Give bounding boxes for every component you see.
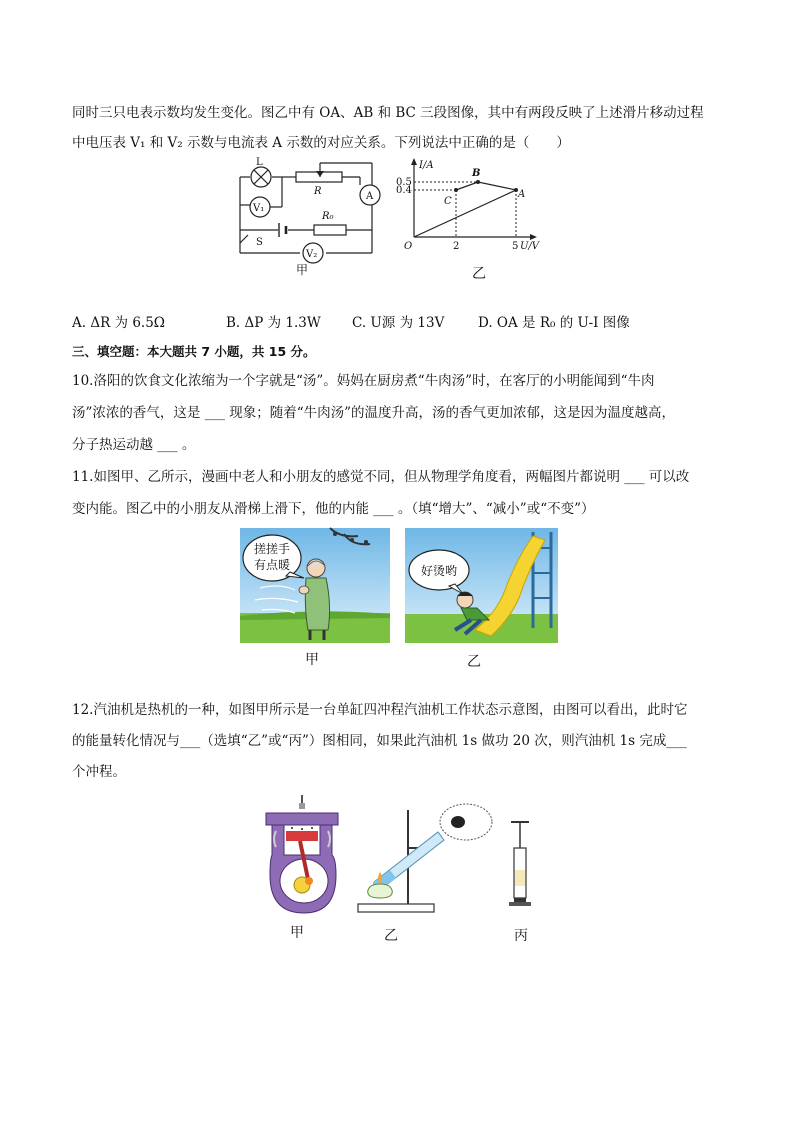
test-tube-apparatus: [354, 800, 496, 918]
cartoon-right-caption: 乙: [467, 654, 481, 670]
graph-origin: O: [404, 241, 413, 252]
option-b: B. ΔP 为 1.3W: [226, 315, 321, 331]
q10-line-2: 汤”浓浓的香气，这是 ___ 现象；随着“牛肉汤”的温度升高，汤的香气更加浓郁，这是因为温度越高，: [72, 405, 676, 421]
cartoon-old-man: [240, 528, 390, 643]
tube-caption: 乙: [384, 928, 398, 944]
q9-line-1: 同时三只电表示数均发生变化。图乙中有 OA、AB 和 BC 三段图像，其中有两段反映了上述滑片移动过程: [72, 105, 704, 121]
graph-caption: 乙: [472, 266, 486, 282]
bubble-left-line-2: 有点暖: [253, 558, 291, 572]
q12-line-1: 12.汽油机是热机的一种，如图甲所示是一台单缸四冲程汽油机工作状态示意图，由图可以看出，此时它: [72, 702, 688, 718]
section-heading: 三、填空题：本大题共 7 小题，共 15 分。: [72, 344, 316, 359]
graph-ylabel: I/A: [419, 160, 434, 171]
label-A-meter: A: [366, 191, 374, 202]
label-V1: V₁: [253, 203, 265, 214]
q12-line-2: 的能量转化情况与___（选填“乙”或“丙”）图相同，如果此汽油机 1s 做功 20 次，则汽油机 1s 完成___: [72, 733, 687, 749]
graph-point-A: A: [518, 189, 526, 200]
q11-line-1: 11.如图甲、乙所示，漫画中老人和小朋友的感觉不同，但从物理学角度看，两幅图片都说明 ___ 可以改: [72, 469, 690, 485]
circuit-diagram: [230, 155, 390, 280]
graph-xtick-5: 5: [512, 241, 519, 252]
graph-ytick-0.5: 0.5: [396, 177, 412, 188]
graph-ytick-0.4: 0.4: [396, 185, 412, 196]
engine-diagram: [262, 795, 346, 917]
label-V2: V₂: [306, 249, 318, 260]
option-a: A. ΔR 为 6.5Ω: [72, 315, 165, 331]
q11-line-2: 变内能。图乙中的小朋友从滑梯上滑下，他的内能 ___ 。（填“增大”、“减小”或“不变”）: [72, 501, 595, 517]
label-S: S: [256, 237, 263, 248]
cartoon-slide-kid: [405, 528, 558, 643]
label-R: R: [314, 186, 322, 197]
graph-xlabel: U/V: [520, 241, 540, 252]
label-L: L: [256, 157, 263, 168]
option-d: D. OA 是 R₀ 的 U-I 图像: [478, 315, 630, 331]
graph-point-C: C: [444, 196, 452, 207]
q12-line-3: 个冲程。: [72, 764, 126, 780]
cartoon-left-caption: 甲: [305, 652, 319, 668]
q10-line-3: 分子热运动越 ___ 。: [72, 437, 196, 453]
iu-graph: [396, 157, 540, 257]
pump-caption: 丙: [514, 928, 528, 944]
graph-xtick-2: 2: [453, 241, 460, 252]
q9-line-2: 中电压表 V₁ 和 V₂ 示数与电流表 A 示数的对应关系。下列说法中正确的是（ ）: [72, 135, 570, 151]
graph-point-B: B: [472, 168, 481, 179]
engine-caption: 甲: [290, 925, 304, 941]
compression-pump: [505, 818, 535, 910]
q10-line-1: 10.洛阳的饮食文化浓缩为一个字就是“汤”。妈妈在厨房煮“牛肉汤”时，在客厅的小明能闻到“牛肉: [72, 373, 655, 389]
label-R0: R₀: [322, 211, 334, 222]
option-c: C. U源 为 13V: [352, 315, 445, 331]
bubble-left-line-1: 搓搓手: [253, 542, 291, 556]
circuit-caption: 甲: [296, 263, 309, 277]
bubble-right-text: 好烫哟: [420, 564, 458, 578]
